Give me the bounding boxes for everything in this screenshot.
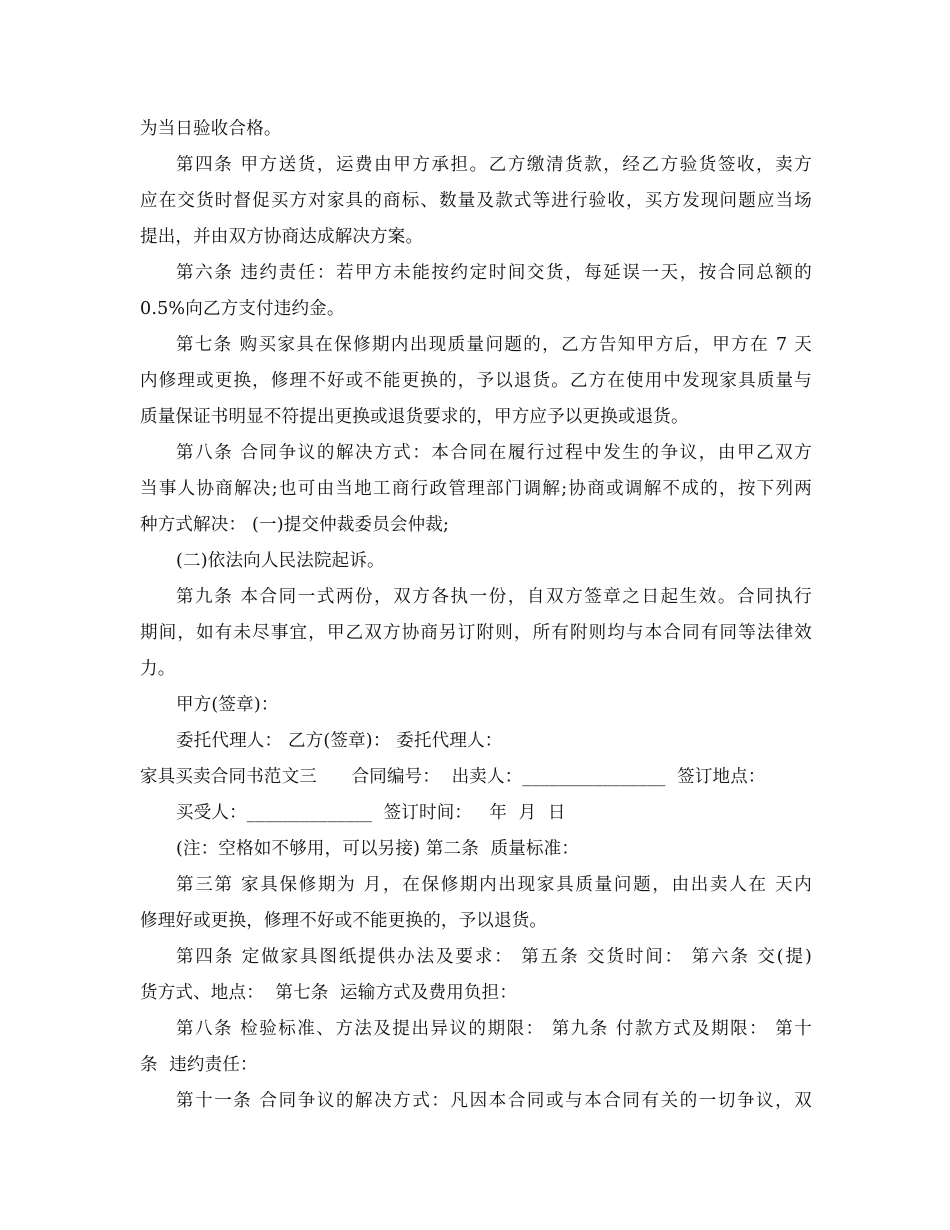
paragraph-line: 内修理或更换，修理不好或不能更换的，予以退货。乙方在使用中发现家具质量与 [140, 371, 812, 391]
paragraph-line: 甲方(签章)： [176, 695, 279, 715]
paragraph-line: 货方式、地点： 第七条 运输方式及费用负担： [140, 983, 518, 1003]
paragraph-line: 当事人协商解决;也可由当地工商行政管理部门调解;协商或调解不成的，按下列两 [140, 479, 812, 499]
paragraph-line: 第八条 合同争议的解决方式：本合同在履行过程中发生的争议，由甲乙双方 [176, 443, 812, 463]
paragraph-line: 第八条 检验标准、方法及提出异议的期限： 第九条 付款方式及期限： 第十 [176, 1019, 812, 1039]
paragraph-line: 力。 [140, 659, 176, 679]
paragraph-line: (注：空格如不够用，可以另接) 第二条 质量标准： [176, 839, 580, 859]
paragraph-line: 第四条 甲方送货，运费由甲方承担。乙方缴清货款，经乙方验货签收，卖方 [176, 155, 812, 175]
paragraph-line: (二)依法向人民法院起诉。 [176, 551, 385, 571]
paragraph-line: 种方式解决： (一)提交仲裁委员会仲裁; [140, 515, 450, 535]
paragraph-line: 提出，并由双方协商达成解决方案。 [140, 227, 424, 247]
paragraph-line: 第七条 购买家具在保修期内出现质量问题的，乙方告知甲方后，甲方在 7 天 [176, 335, 812, 355]
paragraph-line: 第六条 违约责任：若甲方未能按约定时间交货，每延误一天，按合同总额的 [176, 263, 812, 283]
paragraph-line: 委托代理人： 乙方(签章)： 委托代理人： [176, 731, 503, 751]
paragraph-line: 应在交货时督促买方对家具的商标、数量及款式等进行验收，买方发现问题应当场 [140, 191, 812, 211]
paragraph-line: 为当日验收合格。 [140, 119, 282, 139]
paragraph-line: 0.5%向乙方支付违约金。 [140, 299, 345, 319]
paragraph-line: 买受人：______________ 签订时间： 年 月 日 [176, 803, 566, 823]
paragraph-line: 期间，如有未尽事宜，甲乙双方协商另订附则，所有附则均与本合同有同等法律效 [140, 623, 812, 643]
paragraph-line: 修理好或更换，修理不好或不能更换的，予以退货。 [140, 911, 548, 931]
paragraph-line: 条 违约责任： [140, 1055, 258, 1075]
paragraph-line: 第九条 本合同一式两份，双方各执一份，自双方签章之日起生效。合同执行 [176, 587, 812, 607]
paragraph-line: 质量保证书明显不符提出更换或退货要求的，甲方应予以更换或退货。 [140, 407, 689, 427]
paragraph-line: 第四条 定做家具图纸提供办法及要求： 第五条 交货时间： 第六条 交(提) [176, 947, 812, 967]
paragraph-line: 第三第 家具保修期为 月，在保修期内出现家具质量问题，由出卖人在 天内 [176, 875, 812, 895]
paragraph-line: 第十一条 合同争议的解决方式：凡因本合同或与本合同有关的一切争议，双 [176, 1091, 812, 1111]
paragraph-line: 家具买卖合同书范文三 合同编号： 出卖人：________________ 签订地点： [140, 767, 766, 787]
